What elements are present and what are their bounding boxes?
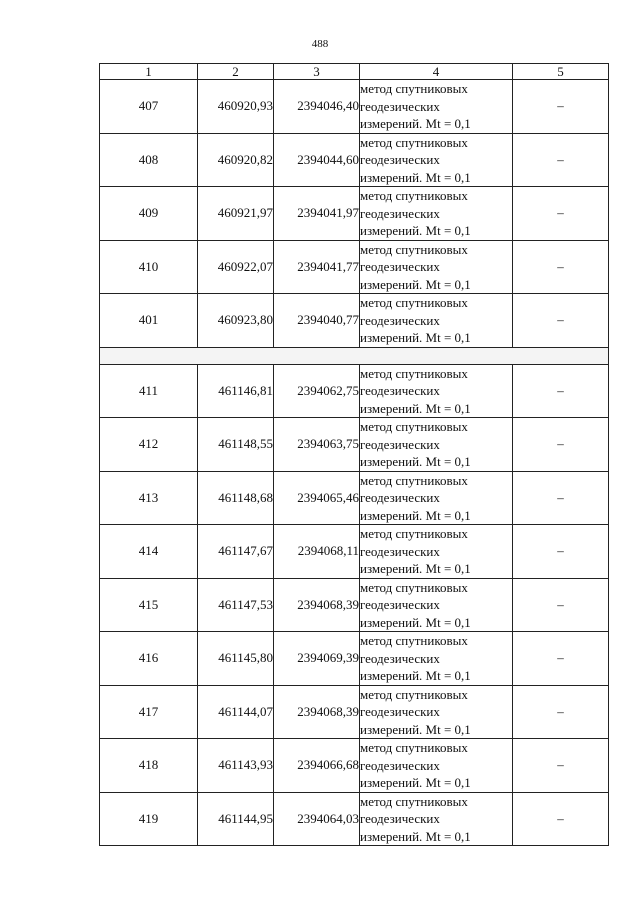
point-number-cell: 418 xyxy=(100,739,198,793)
point-number-cell: 401 xyxy=(100,294,198,348)
method-text-line: геодезических xyxy=(360,597,440,612)
table-row xyxy=(100,364,609,418)
point-number-cell: 408 xyxy=(100,133,198,187)
method-text-line: метод спутниковых xyxy=(360,241,468,257)
method-cell xyxy=(360,80,513,134)
y-coordinate-cell: 2394064,03 xyxy=(274,792,360,846)
method-cell xyxy=(360,418,513,472)
table-row xyxy=(100,578,609,632)
y-coordinate-cell: 2394041,77 xyxy=(274,240,360,294)
point-number-cell: 411 xyxy=(100,364,198,418)
method-cell xyxy=(360,240,513,294)
x-coordinate-cell: 460922,07 xyxy=(198,240,274,294)
method-text-line: метод спутниковых xyxy=(360,81,468,96)
point-number-cell: 410 xyxy=(100,240,198,294)
x-coordinate-cell: 461146,81 xyxy=(198,364,274,418)
method-text-line: метод спутниковых xyxy=(360,472,468,488)
method-text-line: метод спутниковых xyxy=(360,188,468,203)
method-text-line: геодезических xyxy=(360,205,440,221)
method-text-line: измерений. Mt = 0,1 xyxy=(360,116,471,131)
point-number-cell: 412 xyxy=(100,418,198,472)
y-coordinate-cell: 2394046,40 xyxy=(274,80,360,134)
note-cell: – xyxy=(513,418,609,472)
method-cell xyxy=(360,792,513,846)
column-number: 3 xyxy=(274,64,360,80)
note-cell: – xyxy=(513,294,609,348)
method-text-line: метод спутниковых xyxy=(360,579,468,595)
method-text-line: измерений. Mt = 0,1 xyxy=(360,330,471,345)
method-text-line: измерений. Mt = 0,1 xyxy=(360,223,471,238)
method-text-line: метод спутниковых xyxy=(360,365,468,381)
method-cell xyxy=(360,187,513,241)
note-cell: – xyxy=(513,80,609,134)
method-text-line: измерений. Mt = 0,1 xyxy=(360,400,471,416)
x-coordinate-cell: 460920,93 xyxy=(198,80,274,134)
x-coordinate-cell: 460921,97 xyxy=(198,187,274,241)
method-text-line: измерений. Mt = 0,1 xyxy=(360,614,471,630)
x-coordinate-cell: 461144,95 xyxy=(198,792,274,846)
method-text-line: метод спутниковых xyxy=(360,526,468,541)
method-text-line: геодезических xyxy=(360,704,440,719)
method-cell xyxy=(360,525,513,579)
method-text-line: геодезических xyxy=(360,757,440,773)
point-number-cell: 416 xyxy=(100,632,198,686)
coordinates-table xyxy=(99,63,609,846)
table-row xyxy=(100,792,609,846)
table-row xyxy=(100,471,609,525)
method-cell xyxy=(360,294,513,348)
table-row xyxy=(100,133,609,187)
method-cell xyxy=(360,739,513,793)
method-text-line: измерений. Mt = 0,1 xyxy=(360,454,471,469)
method-text-line: измерений. Mt = 0,1 xyxy=(360,668,471,683)
table-row xyxy=(100,294,609,348)
method-text-line: метод спутниковых xyxy=(360,419,468,434)
x-coordinate-cell: 461148,68 xyxy=(198,471,274,525)
method-cell xyxy=(360,471,513,525)
group-separator-row xyxy=(100,347,609,364)
table-row xyxy=(100,739,609,793)
note-cell: – xyxy=(513,792,609,846)
x-coordinate-cell: 461148,55 xyxy=(198,418,274,472)
note-cell: – xyxy=(513,364,609,418)
method-text-line: метод спутниковых xyxy=(360,686,468,702)
y-coordinate-cell: 2394065,46 xyxy=(274,471,360,525)
point-number-cell: 415 xyxy=(100,578,198,632)
separator-cell xyxy=(100,347,609,364)
method-cell xyxy=(360,685,513,739)
note-cell: – xyxy=(513,525,609,579)
method-text-line: геодезических xyxy=(360,490,440,505)
method-text-line: геодезических xyxy=(360,259,440,274)
note-cell: – xyxy=(513,578,609,632)
method-text-line: геодезических xyxy=(360,436,440,452)
method-text-line: измерений. Mt = 0,1 xyxy=(360,721,471,737)
method-text-line: метод спутниковых xyxy=(360,295,468,310)
method-text-line: метод спутниковых xyxy=(360,134,468,150)
y-coordinate-cell: 2394063,75 xyxy=(274,418,360,472)
point-number-cell: 407 xyxy=(100,80,198,134)
table-row xyxy=(100,685,609,739)
method-cell xyxy=(360,578,513,632)
method-cell xyxy=(360,364,513,418)
note-cell: – xyxy=(513,187,609,241)
column-number: 5 xyxy=(513,64,609,80)
method-text-line: измерений. Mt = 0,1 xyxy=(360,828,471,844)
note-cell: – xyxy=(513,739,609,793)
x-coordinate-cell: 461143,93 xyxy=(198,739,274,793)
method-text-line: измерений. Mt = 0,1 xyxy=(360,507,471,523)
method-text-line: измерений. Mt = 0,1 xyxy=(360,169,471,185)
method-text-line: геодезических xyxy=(360,98,440,114)
table-row xyxy=(100,187,609,241)
x-coordinate-cell: 460920,82 xyxy=(198,133,274,187)
column-number-row xyxy=(100,64,609,80)
point-number-cell: 414 xyxy=(100,525,198,579)
method-cell xyxy=(360,133,513,187)
point-number-cell: 413 xyxy=(100,471,198,525)
coordinates-table-body xyxy=(100,64,609,846)
column-number: 4 xyxy=(360,64,513,80)
y-coordinate-cell: 2394068,11 xyxy=(274,525,360,579)
note-cell: – xyxy=(513,685,609,739)
table-row xyxy=(100,525,609,579)
table-row xyxy=(100,632,609,686)
x-coordinate-cell: 461147,53 xyxy=(198,578,274,632)
method-text-line: геодезических xyxy=(360,811,440,826)
y-coordinate-cell: 2394040,77 xyxy=(274,294,360,348)
x-coordinate-cell: 461145,80 xyxy=(198,632,274,686)
method-text-line: геодезических xyxy=(360,152,440,167)
method-text-line: геодезических xyxy=(360,650,440,666)
y-coordinate-cell: 2394066,68 xyxy=(274,739,360,793)
note-cell: – xyxy=(513,133,609,187)
point-number-cell: 417 xyxy=(100,685,198,739)
point-number-cell: 419 xyxy=(100,792,198,846)
note-cell: – xyxy=(513,471,609,525)
note-cell: – xyxy=(513,632,609,686)
page-number: 488 xyxy=(311,38,329,50)
table-row xyxy=(100,80,609,134)
x-coordinate-cell: 460923,80 xyxy=(198,294,274,348)
table-row xyxy=(100,240,609,294)
x-coordinate-cell: 461147,67 xyxy=(198,525,274,579)
method-text-line: метод спутниковых xyxy=(360,793,468,809)
method-text-line: геодезических xyxy=(360,543,440,559)
method-text-line: метод спутниковых xyxy=(360,740,468,755)
method-cell xyxy=(360,632,513,686)
y-coordinate-cell: 2394062,75 xyxy=(274,364,360,418)
y-coordinate-cell: 2394069,39 xyxy=(274,632,360,686)
x-coordinate-cell: 461144,07 xyxy=(198,685,274,739)
method-text-line: измерений. Mt = 0,1 xyxy=(360,276,471,292)
column-number: 1 xyxy=(100,64,198,80)
point-number-cell: 409 xyxy=(100,187,198,241)
method-text-line: геодезических xyxy=(360,383,440,398)
method-text-line: метод спутниковых xyxy=(360,633,468,648)
y-coordinate-cell: 2394068,39 xyxy=(274,578,360,632)
method-text-line: измерений. Mt = 0,1 xyxy=(360,775,471,790)
method-text-line: геодезических xyxy=(360,312,440,328)
y-coordinate-cell: 2394044,60 xyxy=(274,133,360,187)
column-number: 2 xyxy=(198,64,274,80)
note-cell: – xyxy=(513,240,609,294)
method-text-line: измерений. Mt = 0,1 xyxy=(360,561,471,576)
y-coordinate-cell: 2394068,39 xyxy=(274,685,360,739)
table-row xyxy=(100,418,609,472)
y-coordinate-cell: 2394041,97 xyxy=(274,187,360,241)
